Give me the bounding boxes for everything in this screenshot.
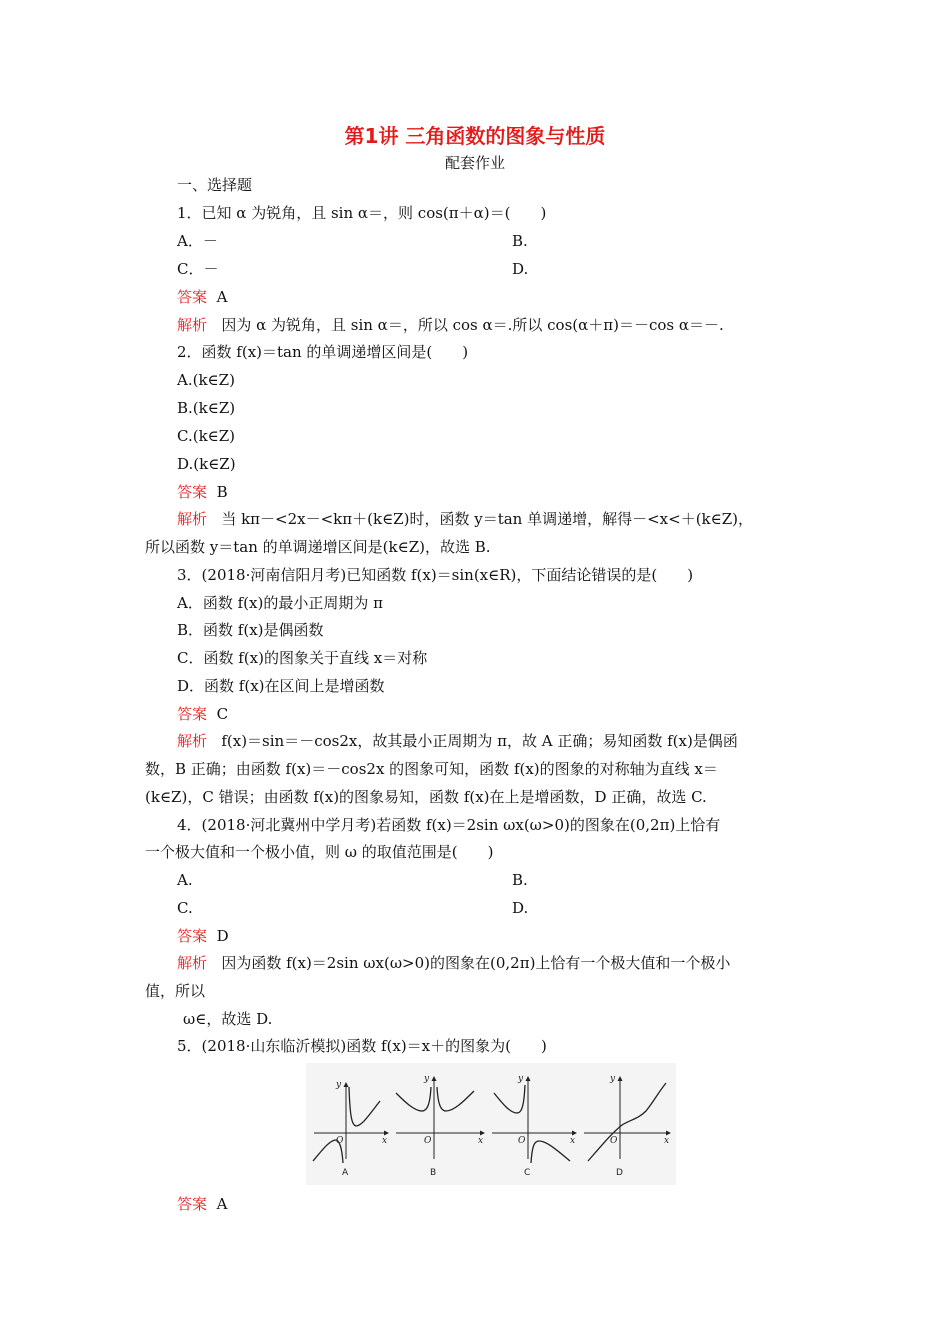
q2-analysis-row: [177, 509, 753, 529]
q4-option-a: A.: [177, 871, 193, 889]
analysis-label: 解析: [177, 954, 208, 972]
q3-option-d: D．函数 f(x)在区间上是增函数: [177, 677, 385, 695]
page-title: 第1讲 三角函数的图象与性质: [344, 124, 606, 148]
q2-analysis-line-2: 所以函数 y＝tan 的单调递增区间是(k∈Z)，故选 B.: [145, 538, 491, 556]
analysis-label: 解析: [177, 732, 208, 750]
q4-answer: D: [216, 927, 229, 945]
q1-answer-row: [177, 287, 227, 307]
answer-label: 答案: [177, 927, 208, 945]
q5-graph-figure: [306, 1063, 676, 1185]
q3-analysis-row: [177, 731, 738, 751]
q3-option-a: A．函数 f(x)的最小正周期为 π: [177, 594, 383, 612]
q2-stem: 2．函数 f(x)＝tan 的单调递增区间是( ): [177, 343, 469, 361]
q4-stem-line-1: 4．(2018·河北冀州中学月考)若函数 f(x)＝2sin ωx(ω>0)的图象在(0,2π)上恰有: [177, 816, 721, 834]
answer-label: 答案: [177, 705, 208, 723]
q4-option-d: D.: [512, 899, 529, 917]
q4-option-c: C.: [177, 899, 193, 917]
q4-analysis-line-1: 因为函数 f(x)＝2sin ωx(ω>0)的图象在(0,2π)上恰有一个极大值和一个极小: [221, 954, 731, 972]
analysis-label: 解析: [177, 316, 208, 334]
q4-analysis-row: [177, 953, 730, 973]
origin-label: O: [336, 1136, 344, 1146]
analysis-label: 解析: [177, 510, 208, 528]
q3-analysis-line-3: (k∈Z)，C 错误；由函数 f(x)的图象易知，函数 f(x)在上是增函数，D 正确，故选 C.: [145, 788, 707, 806]
origin-label: O: [610, 1136, 618, 1146]
q1-analysis: 因为 α 为锐角，且 sin α＝，所以 cos α＝.所以 cos(α＋π)＝－cos α＝－.: [221, 316, 724, 334]
q5-answer: A: [216, 1195, 228, 1213]
q5-answer-row: [177, 1194, 227, 1214]
q3-stem: 3．(2018·河南信阳月考)已知函数 f(x)＝sin(x∈R)，下面结论错误的是( ): [177, 566, 694, 584]
q2-answer-row: [177, 482, 228, 502]
q1-option-b: B.: [512, 232, 528, 250]
page-subtitle: 配套作业: [444, 154, 505, 172]
panel-label-d: D: [616, 1168, 623, 1178]
q4-analysis-line-3: ω∈，故选 D.: [183, 1010, 273, 1028]
q2-option-d: D.(k∈Z): [177, 455, 236, 473]
axis-x-label: x: [478, 1136, 484, 1146]
q3-option-b: B．函数 f(x)是偶函数: [177, 621, 324, 639]
q4-answer-row: [177, 926, 229, 946]
axis-x-label: x: [570, 1136, 576, 1146]
axis-y-label: y: [336, 1080, 342, 1090]
q4-stem-line-2: 一个极大值和一个极小值，则 ω 的取值范围是( ): [145, 843, 494, 861]
section-heading: 一、选择题: [177, 176, 253, 194]
q1-answer: A: [216, 288, 228, 306]
q2-option-c: C.(k∈Z): [177, 427, 236, 445]
origin-label: O: [518, 1136, 526, 1146]
q3-answer-row: [177, 704, 228, 724]
axis-x-label: x: [382, 1136, 388, 1146]
q1-option-a: A．－: [177, 232, 218, 250]
q4-option-b: B.: [512, 871, 528, 889]
q2-answer: B: [216, 483, 228, 501]
q2-option-a: A.(k∈Z): [177, 371, 235, 389]
answer-label: 答案: [177, 483, 208, 501]
q3-option-c: C．函数 f(x)的图象关于直线 x＝对称: [177, 649, 428, 667]
q3-analysis-line-1: f(x)＝sin＝－cos2x，故其最小正周期为 π，故 A 正确；易知函数 f(x)是偶函: [221, 732, 738, 750]
panel-label-c: C: [524, 1168, 531, 1178]
q1-analysis-row: [177, 315, 724, 335]
origin-label: O: [424, 1136, 432, 1146]
q3-analysis-line-2: 数，B 正确；由函数 f(x)＝－cos2x 的图象可知，函数 f(x)的图象的对称轴为直线 x＝: [145, 760, 718, 778]
q1-stem: 1．已知 α 为锐角，且 sin α＝，则 cos(π＋α)＝( ): [177, 204, 547, 222]
answer-label: 答案: [177, 288, 208, 306]
q1-option-c: C．－: [177, 260, 219, 278]
axis-y-label: y: [518, 1074, 524, 1084]
panel-label-b: B: [430, 1168, 437, 1178]
q4-analysis-line-2: 值，所以: [145, 982, 206, 1000]
q2-analysis-line-1: 当 kπ－<2x－<kπ＋(k∈Z)时，函数 y＝tan 单调递增，解得－<x<＋(k∈Z)，: [221, 510, 754, 528]
q2-option-b: B.(k∈Z): [177, 399, 236, 417]
q1-option-d: D.: [512, 260, 529, 278]
q5-stem: 5．(2018·山东临沂模拟)函数 f(x)＝x＋的图象为( ): [177, 1037, 547, 1055]
answer-label: 答案: [177, 1195, 208, 1213]
q3-answer: C: [216, 705, 229, 723]
axis-x-label: x: [664, 1136, 670, 1146]
axis-y-label: y: [610, 1074, 616, 1084]
axis-y-label: y: [424, 1074, 430, 1084]
panel-label-a: A: [342, 1168, 349, 1178]
